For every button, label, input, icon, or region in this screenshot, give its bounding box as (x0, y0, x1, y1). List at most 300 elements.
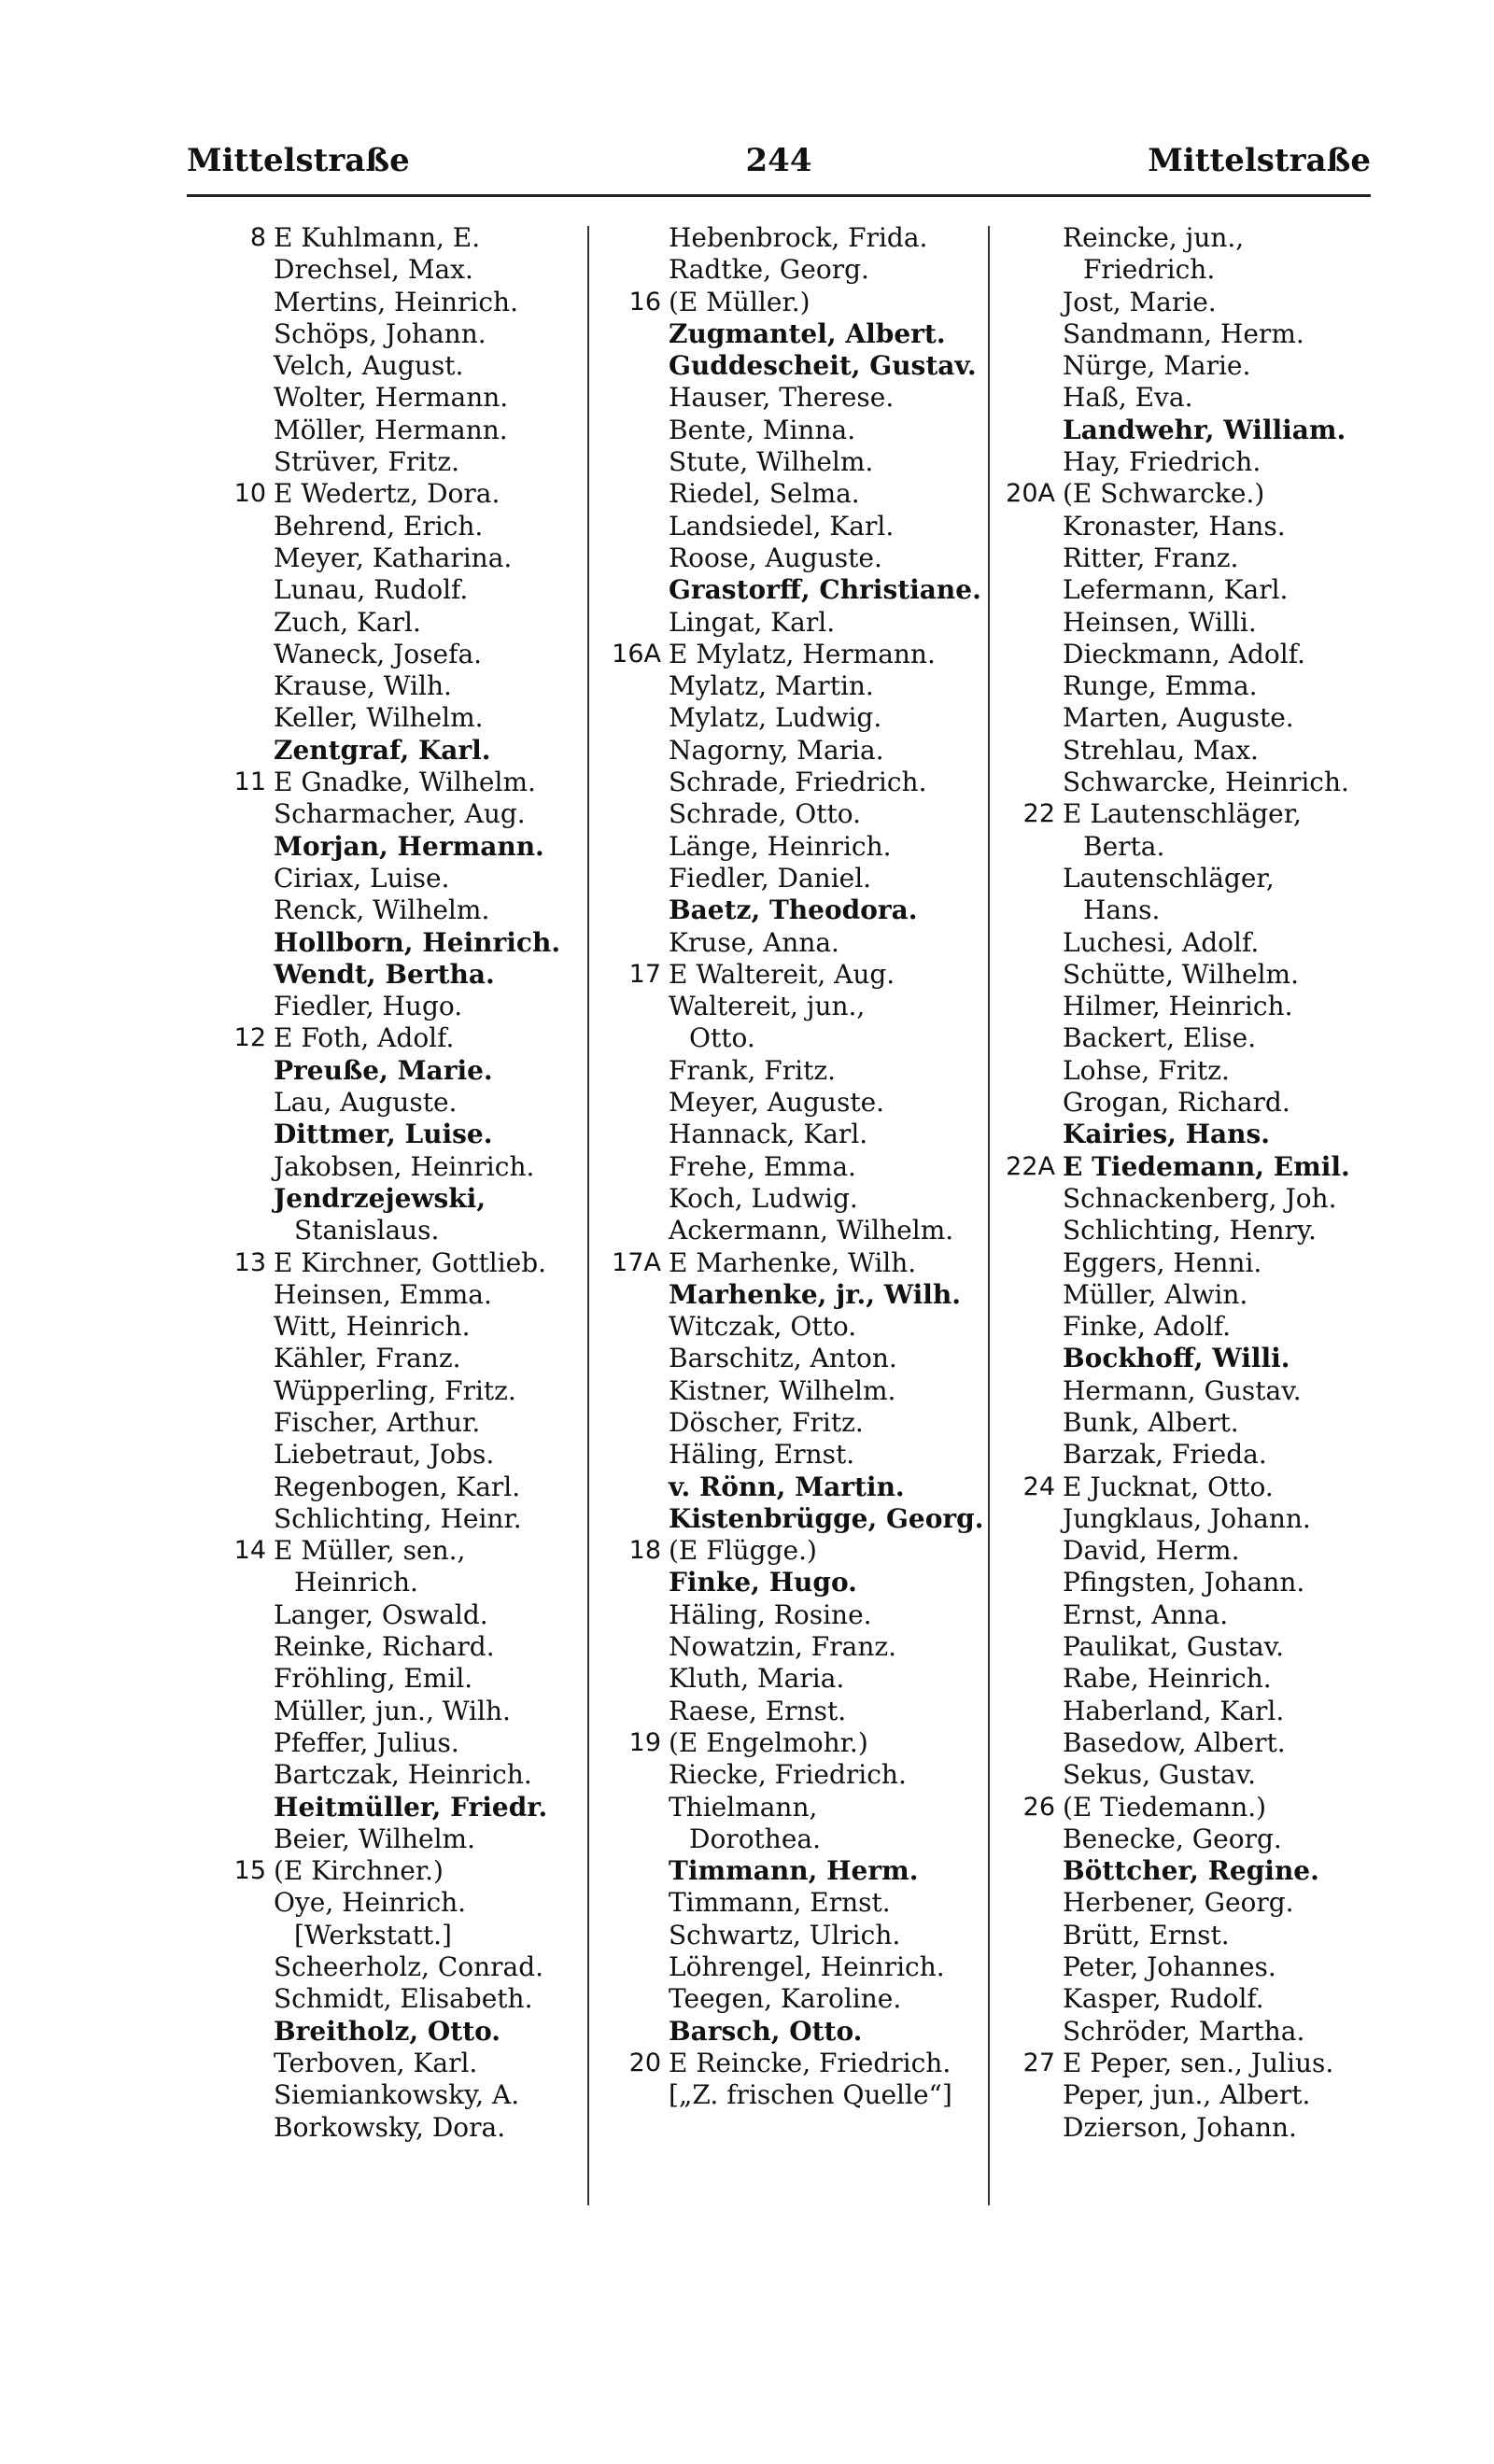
resident-entry (201, 382, 598, 414)
house-number: 11 (233, 767, 266, 797)
resident-name: Schrade, Otto. (669, 798, 861, 830)
resident-name: Lautenschläger, (1063, 862, 1275, 894)
house-entry (596, 287, 993, 318)
resident-entry (201, 350, 598, 382)
resident-entry (596, 1087, 993, 1119)
resident-name: Herbener, Georg. (1063, 1887, 1294, 1919)
resident-name: Waltereit, jun., (669, 991, 866, 1022)
house-number: 19 (628, 1727, 661, 1757)
resident-name: Hebenbrock, Frida. (669, 222, 928, 253)
resident-name: Preuße, Marie. (274, 1054, 493, 1086)
house-entry (201, 767, 598, 798)
resident-entry (201, 1567, 598, 1598)
resident-name: Reincke, jun., (1063, 222, 1245, 253)
resident-name: Ritter, Franz. (1063, 542, 1239, 573)
resident-name: E Kuhlmann, E. (274, 222, 481, 253)
resident-entry (201, 735, 598, 767)
resident-entry (990, 1022, 1382, 1054)
resident-name: Möller, Hermann. (274, 414, 508, 445)
resident-entry (201, 1759, 598, 1791)
resident-name: [Werkstatt.] (294, 1919, 452, 1950)
house-number: 18 (628, 1536, 661, 1566)
resident-name: Peter, Johannes. (1063, 1951, 1276, 1983)
resident-name: Backert, Elise. (1063, 1022, 1257, 1054)
resident-entry (201, 1503, 598, 1535)
resident-entry (596, 1215, 993, 1246)
resident-name: Kasper, Rudolf. (1063, 1983, 1264, 2015)
resident-entry (201, 1343, 598, 1374)
resident-entry (596, 318, 993, 350)
resident-name: Breitholz, Otto. (274, 2015, 501, 2047)
resident-name: Behrend, Erich. (274, 510, 484, 542)
resident-entry (201, 1375, 598, 1407)
resident-entry (990, 1983, 1382, 2015)
resident-name: Bente, Minna. (669, 414, 856, 445)
resident-name: Finke, Hugo. (669, 1567, 857, 1598)
resident-name: Haberland, Karl. (1063, 1695, 1285, 1726)
resident-name: Lefermann, Karl. (1063, 574, 1289, 606)
resident-name: E Mylatz, Hermann. (669, 638, 936, 669)
resident-name: Beier, Wilhelm. (274, 1823, 475, 1854)
resident-name: Witczak, Otto. (669, 1311, 857, 1343)
resident-name: Frank, Fritz. (669, 1054, 836, 1086)
resident-entry (596, 1503, 993, 1535)
resident-name: Nagorny, Maria. (669, 734, 884, 766)
resident-entry (201, 1663, 598, 1695)
resident-entry (990, 2112, 1382, 2144)
resident-name: Meyer, Auguste. (669, 1087, 885, 1119)
resident-entry (596, 1151, 993, 1183)
resident-name: Borkowsky, Dora. (274, 2111, 506, 2143)
resident-entry (990, 735, 1382, 767)
resident-name: Landsiedel, Karl. (669, 510, 895, 542)
resident-name: Riedel, Selma. (669, 478, 860, 510)
house-entry (201, 1855, 598, 1887)
resident-name: Scharmacher, Aug. (274, 798, 526, 830)
resident-name: Heinsen, Emma. (274, 1278, 492, 1310)
resident-name: Marten, Auguste. (1063, 702, 1294, 734)
resident-entry (201, 831, 598, 863)
resident-name: Barschitz, Anton. (669, 1343, 897, 1374)
resident-name: Lunau, Rudolf. (274, 574, 469, 606)
resident-name: Schöps, Johann. (274, 317, 486, 349)
resident-name: Schlichting, Henry. (1063, 1215, 1317, 1246)
resident-name: Liebetraut, Jobs. (274, 1439, 495, 1471)
resident-name: Koch, Ludwig. (669, 1182, 858, 1214)
resident-name: Dittmer, Luise. (274, 1119, 493, 1150)
resident-entry (596, 1759, 993, 1791)
resident-name: Sandmann, Herm. (1063, 317, 1304, 349)
resident-name: Mylatz, Ludwig. (669, 702, 882, 734)
resident-entry (596, 1375, 993, 1407)
resident-entry (990, 1311, 1382, 1343)
resident-entry (596, 1055, 993, 1087)
resident-name: Döscher, Fritz. (669, 1406, 864, 1438)
resident-entry (596, 511, 993, 542)
resident-entry (990, 2016, 1382, 2048)
resident-entry (990, 1855, 1382, 1887)
resident-entry (201, 1727, 598, 1759)
resident-entry (201, 1983, 598, 2015)
resident-entry (596, 1471, 993, 1503)
resident-name: Kistenbrügge, Georg. (669, 1502, 984, 1534)
resident-name: E Kirchner, Gottlieb. (274, 1246, 547, 1278)
resident-name: Kruse, Anna. (669, 926, 839, 958)
resident-name: Jost, Marie. (1063, 286, 1217, 317)
resident-entry (990, 1503, 1382, 1535)
resident-name: Schmidt, Elisabeth. (274, 1983, 533, 2015)
resident-entry (596, 1887, 993, 1919)
resident-name: (E Flügge.) (669, 1535, 817, 1567)
house-number: 16A (612, 639, 661, 669)
resident-entry (596, 2079, 993, 2111)
resident-name: Schnackenberg, Joh. (1063, 1182, 1337, 1214)
resident-entry (201, 1183, 598, 1215)
resident-entry (990, 1951, 1382, 1983)
resident-entry (201, 1599, 598, 1631)
resident-name: Fröhling, Emil. (274, 1663, 473, 1695)
resident-entry (990, 415, 1382, 446)
resident-entry (201, 1087, 598, 1119)
resident-entry (201, 863, 598, 894)
resident-entry (201, 1792, 598, 1823)
resident-name: E Reincke, Friedrich. (669, 2047, 951, 2078)
resident-name: (E Müller.) (669, 286, 810, 317)
resident-name: Hannack, Karl. (669, 1119, 868, 1150)
resident-entry (990, 1567, 1382, 1598)
resident-entry (990, 1375, 1382, 1407)
resident-entry (201, 1471, 598, 1503)
resident-entry (596, 1951, 993, 1983)
resident-name: Morjan, Hermann. (274, 830, 544, 862)
resident-entry (596, 1920, 993, 1951)
resident-name: E Foth, Adolf. (274, 1022, 455, 1054)
resident-name: Häling, Ernst. (669, 1439, 855, 1471)
resident-name: Hilmer, Heinrich. (1063, 991, 1293, 1022)
resident-name: Pfingsten, Johann. (1063, 1567, 1305, 1598)
resident-name: Zugmantel, Albert. (669, 317, 946, 349)
resident-name: Hay, Friedrich. (1063, 446, 1261, 478)
house-number: 27 (1022, 2048, 1055, 2077)
resident-entry (596, 894, 993, 926)
resident-name: Benecke, Georg. (1063, 1823, 1282, 1854)
resident-name: Jakobsen, Heinrich. (274, 1150, 535, 1182)
resident-entry (201, 639, 598, 670)
resident-entry (990, 382, 1382, 414)
resident-entry (596, 1663, 993, 1695)
resident-name: Berta. (1083, 830, 1165, 862)
resident-name: E Müller, sen., (274, 1535, 466, 1567)
resident-name: Drechsel, Max. (274, 254, 473, 286)
resident-entry (201, 2048, 598, 2079)
house-entry (201, 1247, 598, 1279)
resident-name: Krause, Wilh. (274, 670, 452, 702)
resident-name: Hermann, Gustav. (1063, 1374, 1302, 1406)
resident-entry (596, 1183, 993, 1215)
resident-name: Lau, Auguste. (274, 1087, 458, 1119)
resident-name: Länge, Heinrich. (669, 830, 892, 862)
resident-entry (201, 991, 598, 1022)
resident-entry (201, 1279, 598, 1311)
resident-name: Langer, Oswald. (274, 1598, 488, 1630)
resident-name: Wolter, Hermann. (274, 382, 509, 414)
resident-name: E Marhenke, Wilh. (669, 1246, 917, 1278)
resident-entry (990, 1535, 1382, 1567)
resident-name: Nürge, Marie. (1063, 350, 1251, 382)
column-2 (596, 222, 993, 2435)
resident-name: Böttcher, Regine. (1063, 1855, 1319, 1887)
resident-entry (201, 1823, 598, 1855)
resident-name: (E Engelmohr.) (669, 1726, 868, 1758)
resident-name: Bockhoff, Willi. (1063, 1343, 1290, 1374)
resident-name: Mertins, Heinrich. (274, 286, 518, 317)
resident-name: E Jucknat, Otto. (1063, 1471, 1274, 1502)
resident-name: Guddescheit, Gustav. (669, 350, 977, 382)
resident-name: Landwehr, William. (1063, 414, 1346, 445)
resident-entry (201, 670, 598, 702)
resident-entry (201, 702, 598, 734)
resident-entry (201, 927, 598, 959)
house-entry (990, 798, 1382, 830)
resident-entry (596, 574, 993, 606)
resident-entry (596, 415, 993, 446)
resident-name: Marhenke, jr., Wilh. (669, 1278, 962, 1310)
resident-name: Eggers, Henni. (1063, 1246, 1262, 1278)
house-number: 17A (612, 1247, 661, 1277)
resident-name: David, Herm. (1063, 1535, 1240, 1567)
house-entry (990, 478, 1382, 510)
resident-name: [„Z. frischen Quelle“] (669, 2079, 952, 2111)
house-entry (596, 639, 993, 670)
house-entry (596, 1535, 993, 1567)
resident-entry (201, 446, 598, 478)
house-entry (990, 1151, 1382, 1183)
resident-name: E Peper, sen., Julius. (1063, 2047, 1334, 2078)
resident-entry (201, 1887, 598, 1919)
resident-entry (596, 1792, 993, 1823)
resident-name: Strüver, Fritz. (274, 446, 460, 478)
resident-name: Runge, Emma. (1063, 670, 1258, 702)
resident-name: Jendrzejewski, (274, 1182, 486, 1214)
resident-entry (990, 222, 1382, 254)
house-number: 20A (1006, 479, 1055, 509)
resident-name: Hollborn, Heinrich. (274, 926, 561, 958)
resident-name: Waneck, Josefa. (274, 638, 483, 669)
resident-entry (990, 1920, 1382, 1951)
resident-name: Grogan, Richard. (1063, 1087, 1290, 1119)
resident-entry (990, 254, 1382, 286)
resident-name: Lohse, Fritz. (1063, 1054, 1230, 1086)
resident-entry (596, 991, 993, 1022)
resident-entry (990, 670, 1382, 702)
resident-entry (990, 1407, 1382, 1439)
resident-name: Wüpperling, Fritz. (274, 1374, 516, 1406)
resident-entry (990, 894, 1382, 926)
resident-entry (201, 1631, 598, 1663)
resident-name: Witt, Heinrich. (274, 1311, 471, 1343)
house-entry (990, 2048, 1382, 2079)
resident-entry (596, 607, 993, 639)
resident-entry (201, 2016, 598, 2048)
resident-name: Keller, Wilhelm. (274, 702, 484, 734)
resident-entry (596, 2016, 993, 2048)
resident-entry (596, 382, 993, 414)
resident-entry (201, 574, 598, 606)
resident-name: Lingat, Karl. (669, 606, 836, 638)
resident-entry (990, 1631, 1382, 1663)
resident-entry (596, 446, 993, 478)
resident-name: Grastorff, Christiane. (669, 574, 981, 606)
house-entry (596, 1727, 993, 1759)
resident-name: Zentgraf, Karl. (274, 734, 491, 766)
resident-name: Raese, Ernst. (669, 1695, 847, 1726)
resident-entry (990, 1247, 1382, 1279)
resident-name: Brütt, Ernst. (1063, 1919, 1230, 1950)
resident-entry (596, 542, 993, 574)
resident-entry (201, 415, 598, 446)
resident-name: E Tiedemann, Emil. (1063, 1150, 1350, 1182)
resident-entry (596, 1343, 993, 1374)
house-number: 22 (1022, 799, 1055, 829)
resident-name: Scheerholz, Conrad. (274, 1951, 544, 1983)
resident-name: Siemiankowsky, A. (274, 2079, 520, 2111)
resident-entry (990, 574, 1382, 606)
resident-entry (201, 1439, 598, 1471)
resident-entry (201, 511, 598, 542)
resident-name: Strehlau, Max. (1063, 734, 1259, 766)
resident-entry (596, 1631, 993, 1663)
resident-name: Löhrengel, Heinrich. (669, 1951, 945, 1983)
resident-entry (201, 1119, 598, 1150)
resident-entry (201, 1055, 598, 1087)
resident-entry (596, 1279, 993, 1311)
resident-entry (990, 959, 1382, 991)
house-number: 10 (233, 479, 266, 509)
resident-entry (990, 1055, 1382, 1087)
resident-entry (201, 542, 598, 574)
resident-name: Bunk, Albert. (1063, 1406, 1239, 1438)
resident-name: Dieckmann, Adolf. (1063, 638, 1305, 669)
resident-entry (201, 318, 598, 350)
resident-name: Fischer, Arthur. (274, 1406, 481, 1438)
resident-name: Fiedler, Daniel. (669, 862, 872, 894)
resident-name: E Gnadke, Wilhelm. (274, 767, 536, 798)
resident-entry (201, 287, 598, 318)
resident-entry (201, 1311, 598, 1343)
resident-name: Zuch, Karl. (274, 606, 421, 638)
resident-entry (201, 1696, 598, 1727)
column-divider (587, 226, 589, 2205)
resident-entry (596, 831, 993, 863)
resident-name: Jungklaus, Johann. (1063, 1502, 1311, 1534)
resident-name: Bartczak, Heinrich. (274, 1759, 532, 1791)
resident-entry (990, 542, 1382, 574)
resident-name: Velch, August. (274, 350, 464, 382)
house-number: 16 (628, 287, 661, 317)
resident-name: (E Kirchner.) (274, 1855, 444, 1887)
resident-name: Riecke, Friedrich. (669, 1759, 907, 1791)
resident-entry (596, 1311, 993, 1343)
resident-entry (201, 1215, 598, 1246)
house-entry (990, 1792, 1382, 1823)
resident-entry (990, 1823, 1382, 1855)
resident-name: Terboven, Karl. (274, 2047, 478, 2078)
page-number: 244 (745, 142, 812, 179)
column-3 (990, 222, 1382, 2435)
resident-name: Oye, Heinrich. (274, 1887, 467, 1919)
resident-name: Kähler, Franz. (274, 1343, 461, 1374)
resident-name: Schwartz, Ulrich. (669, 1919, 901, 1950)
resident-entry (201, 959, 598, 991)
resident-entry (990, 767, 1382, 798)
resident-name: Müller, Alwin. (1063, 1278, 1248, 1310)
resident-name: Mylatz, Martin. (669, 670, 874, 702)
house-number: 22A (1006, 1151, 1055, 1181)
house-entry (596, 1247, 993, 1279)
resident-name: Stanislaus. (294, 1215, 440, 1246)
resident-entry (596, 478, 993, 510)
house-entry (596, 2048, 993, 2079)
resident-name: Schlichting, Heinr. (274, 1502, 522, 1534)
resident-entry (596, 1696, 993, 1727)
resident-entry (990, 1439, 1382, 1471)
header-street-left: Mittelstraße (187, 142, 410, 179)
resident-entry (596, 1119, 993, 1150)
header-rule (187, 194, 1371, 197)
resident-entry (596, 670, 993, 702)
resident-name: Pfeffer, Julius. (274, 1726, 459, 1758)
resident-entry (201, 2112, 598, 2144)
house-entry (201, 1535, 598, 1567)
resident-entry (990, 1215, 1382, 1246)
house-entry (201, 1022, 598, 1054)
house-entry (201, 478, 598, 510)
resident-name: Schrade, Friedrich. (669, 767, 927, 798)
resident-name: Thielmann, (669, 1791, 818, 1823)
resident-name: Kronaster, Hans. (1063, 510, 1286, 542)
resident-entry (990, 863, 1382, 894)
resident-name: Peper, jun., Albert. (1063, 2079, 1311, 2111)
resident-name: Luchesi, Adolf. (1063, 926, 1260, 958)
house-number: 8 (249, 223, 266, 252)
house-number: 17 (628, 959, 661, 989)
resident-name: Regenbogen, Karl. (274, 1471, 521, 1502)
resident-entry (990, 1887, 1382, 1919)
resident-name: Heinsen, Willi. (1063, 606, 1257, 638)
resident-name: Haß, Eva. (1063, 382, 1193, 414)
resident-name: Finke, Adolf. (1063, 1311, 1231, 1343)
resident-name: Häling, Rosine. (669, 1598, 872, 1630)
resident-name: Dzierson, Johann. (1063, 2111, 1297, 2143)
resident-entry (990, 318, 1382, 350)
resident-entry (990, 446, 1382, 478)
resident-entry (990, 1727, 1382, 1759)
resident-entry (201, 798, 598, 830)
resident-entry (596, 863, 993, 894)
resident-name: v. Rönn, Martin. (669, 1471, 905, 1502)
resident-name: Müller, jun., Wilh. (274, 1695, 511, 1726)
house-number: 14 (233, 1536, 266, 1566)
resident-name: Hans. (1083, 894, 1161, 926)
resident-name: Schwarcke, Heinrich. (1063, 767, 1349, 798)
resident-name: Rabe, Heinrich. (1063, 1663, 1272, 1695)
resident-name: (E Tiedemann.) (1063, 1791, 1267, 1823)
resident-entry (990, 1759, 1382, 1791)
house-entry (990, 1471, 1382, 1503)
resident-entry (990, 2079, 1382, 2111)
resident-entry (990, 831, 1382, 863)
resident-name: E Lautenschläger, (1063, 798, 1302, 830)
